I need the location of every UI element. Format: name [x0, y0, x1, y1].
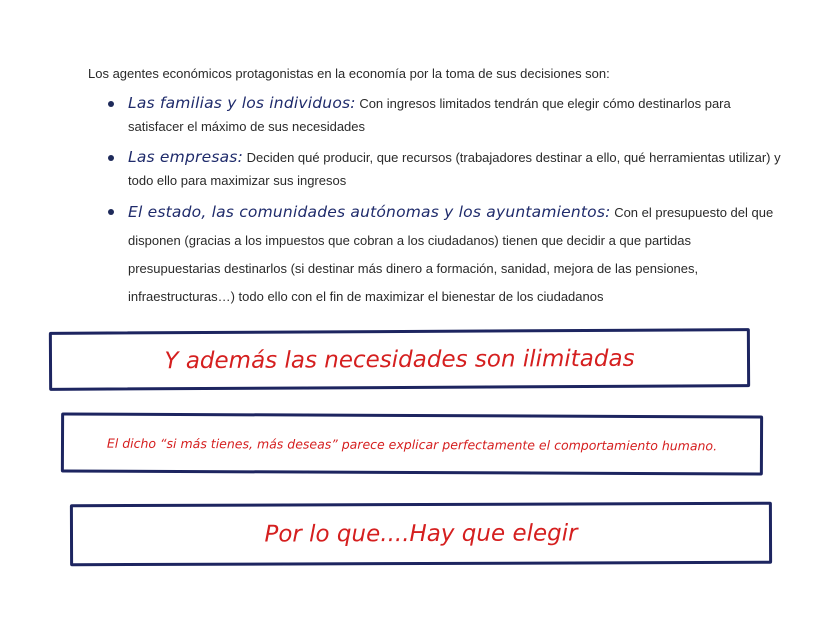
- list-item-families: [104, 92, 784, 138]
- agents-list: [104, 92, 784, 311]
- list-item-companies: [104, 146, 784, 192]
- term-companies: Las empresas:: [128, 148, 243, 166]
- list-item-state: [104, 198, 784, 311]
- description-families: Con ingresos limitados tendrán que elegir cómo destinarlos para satisfacer el máximo de sus necesidades: [128, 96, 731, 134]
- callout-text-must-choose: Por lo que....Hay que elegir: [264, 520, 578, 548]
- description-companies: Deciden qué producir, que recursos (trabajadores destinar a ello, qué herramientas utilizar) y todo ello para maximizar sus ingresos: [128, 150, 781, 188]
- callout-text-unlimited-needs: Y además las necesidades son ilimitadas: [164, 345, 635, 374]
- term-families: Las familias y los individuos:: [128, 94, 356, 112]
- callout-box-unlimited-needs: [49, 328, 750, 391]
- callout-box-saying: [61, 412, 763, 475]
- bullet-dot-icon: [108, 101, 114, 107]
- bullet-dot-icon: [108, 209, 114, 215]
- callout-box-must-choose: [70, 502, 772, 566]
- term-state: El estado, las comunidades autónomas y los ayuntamientos:: [128, 203, 611, 221]
- description-state: Con el presupuesto del que disponen (gracias a los impuestos que cobran a los ciudadanos) tienen que decidir a que partidas presupuestarias destinarlos (si destinar más dinero a formación, sanidad, mejora de las pensiones, infraestructuras…) todo ello con el fin de maximizar el bienestar de los ciudadanos: [128, 205, 774, 304]
- intro-paragraph: Los agentes económicos protagonistas en la economía por la toma de sus decisiones son:: [88, 66, 610, 81]
- callout-text-saying: El dicho “si más tienes, más deseas” parece explicar perfectamente el comportamiento humano.: [106, 435, 718, 453]
- bullet-dot-icon: [108, 155, 114, 161]
